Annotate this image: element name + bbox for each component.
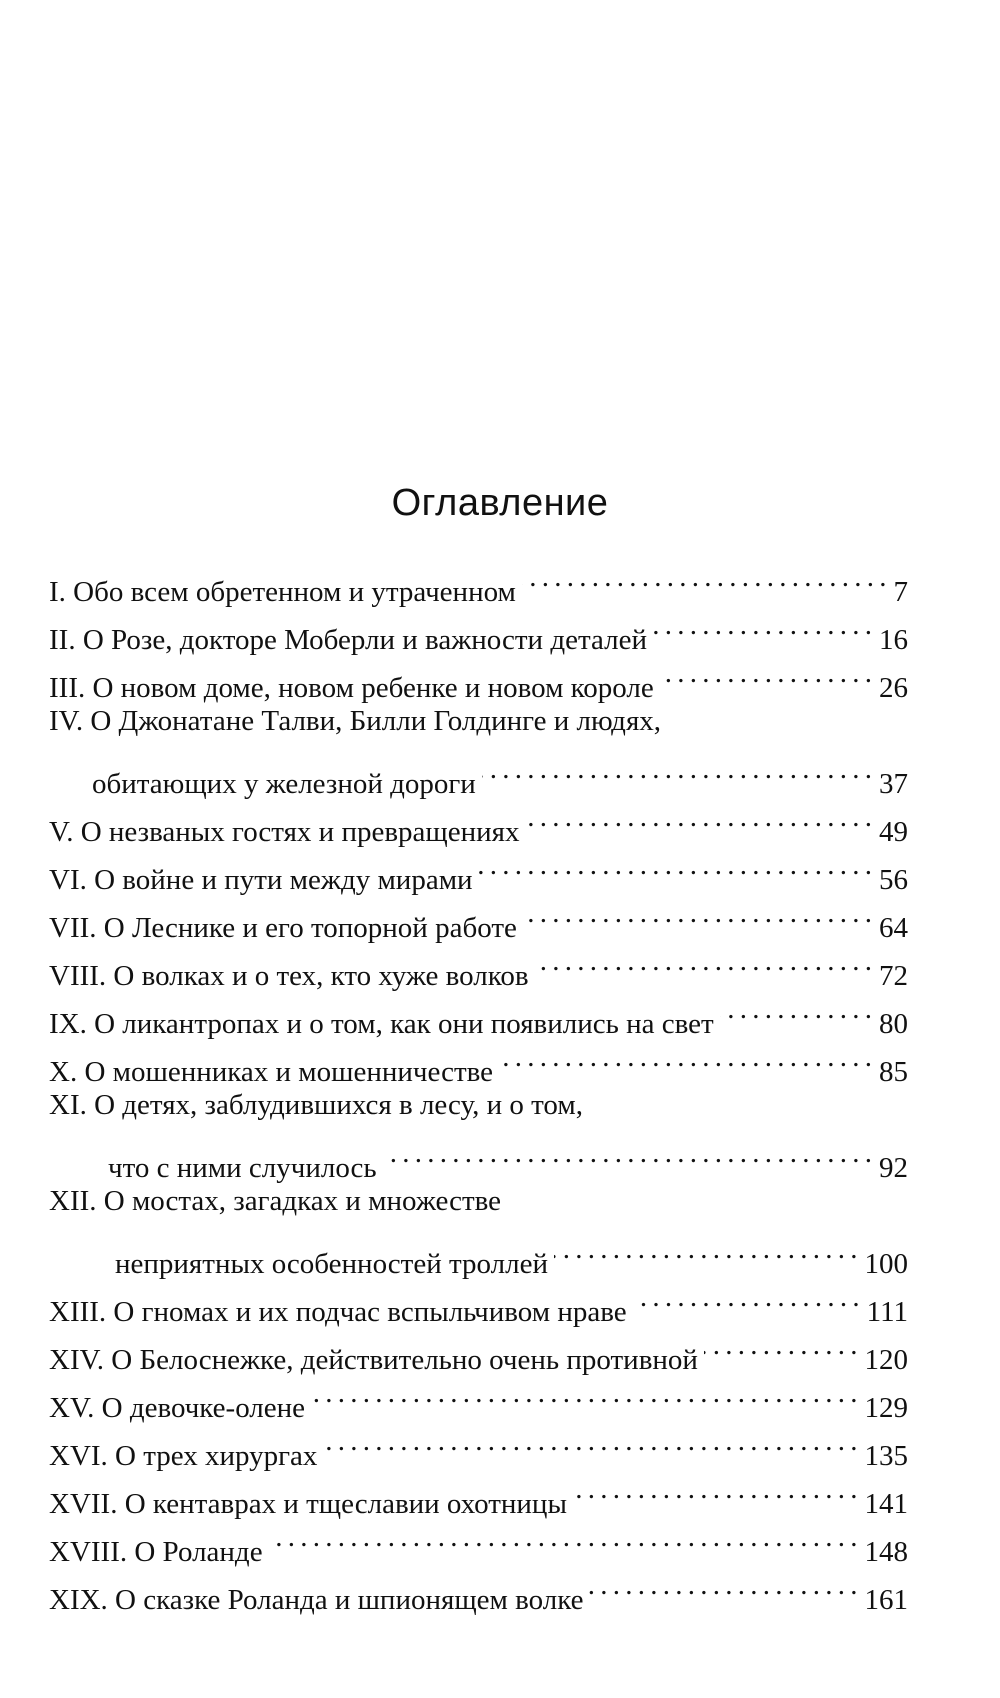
toc-entry — [49, 1177, 908, 1280]
dot-leader — [554, 1225, 857, 1273]
toc-page-number: 49 — [879, 816, 908, 848]
toc-title: Оглавление — [391, 482, 609, 524]
toc-entry-title: IV. О Джонатане Талви, Билли Голдинге и людях, — [49, 705, 662, 737]
toc-entry-title: XVII. О кентаврах и тщеславии охотницы — [49, 1488, 567, 1520]
toc-page-number: 111 — [866, 1296, 908, 1328]
toc-entry-title-continued: что с ними случилось — [108, 1152, 377, 1184]
toc-page-number: 161 — [864, 1584, 908, 1616]
toc-entry-title: XVIII. О Роланде — [49, 1536, 263, 1568]
toc-page-number: 7 — [893, 576, 908, 608]
dot-leader — [589, 1561, 856, 1609]
toc-entry-title: VIII. О волках и о тех, кто хуже волков — [49, 960, 529, 992]
toc-entry-title: XIV. О Белоснежке, действительно очень противной — [49, 1344, 698, 1376]
toc-entry — [49, 1081, 908, 1184]
toc-page-number: 129 — [864, 1392, 908, 1424]
toc-entry-title: I. Обо всем обретенном и утраченном — [49, 576, 516, 608]
dot-leader — [704, 1321, 857, 1369]
toc-entry-title: XIII. О гномах и их подчас вспыльчивом нраве — [49, 1296, 627, 1328]
toc-entry-title: XIX. О сказке Роланда и шпионящем волке — [49, 1584, 584, 1616]
toc-entry-title: X. О мошенниках и мошенничестве — [49, 1056, 494, 1088]
dot-leader — [535, 937, 871, 985]
dot-leader — [523, 889, 871, 937]
toc-page-number: 56 — [879, 864, 908, 896]
dot-leader — [653, 601, 871, 649]
toc-page-number: 26 — [879, 672, 908, 704]
dot-leader — [323, 1417, 856, 1465]
toc-entry-title: XI. О детях, заблудившихся в лесу, и о том, — [49, 1089, 583, 1121]
toc-page-number: 85 — [879, 1056, 908, 1088]
dot-leader — [383, 1129, 871, 1177]
toc-entry-title-continued: неприятных особенностей троллей — [115, 1248, 548, 1280]
toc-entry-title: XVI. О трех хирургах — [49, 1440, 318, 1472]
toc-entry — [49, 697, 908, 800]
dot-leader — [479, 841, 871, 889]
toc-page-number: 148 — [864, 1536, 908, 1568]
toc-entry-title-continued: обитающих у железной дороги — [92, 768, 476, 800]
toc-page-number: 80 — [879, 1008, 908, 1040]
toc-page-number: 72 — [879, 960, 908, 992]
toc-page-number: 16 — [879, 624, 908, 656]
toc-page-number: 64 — [879, 912, 908, 944]
toc-page-number: 37 — [879, 768, 908, 800]
dot-leader — [269, 1513, 857, 1561]
dot-leader — [720, 985, 871, 1033]
toc-entry-title: VI. О войне и пути между мирами — [49, 864, 473, 896]
toc-entry-title: III. О новом доме, новом ребенке и новом короле — [49, 672, 654, 704]
toc-entry-title: XV. О девочке-олене — [49, 1392, 306, 1424]
toc-page-number: 92 — [879, 1152, 908, 1184]
toc-entry-title: V. О незваных гостях и превращениях — [49, 816, 520, 848]
dot-leader — [482, 745, 871, 793]
toc-page-number: 120 — [864, 1344, 908, 1376]
dot-leader — [522, 553, 886, 601]
dot-leader — [311, 1369, 856, 1417]
toc-entry-title: XII. О мостах, загадках и множестве — [49, 1185, 502, 1217]
dot-leader — [573, 1465, 857, 1513]
toc-entry-title: VII. О Леснике и его топорной работе — [49, 912, 517, 944]
toc-entry-title: II. О Розе, докторе Моберли и важности деталей — [49, 624, 647, 656]
dot-leader — [633, 1273, 859, 1321]
dot-leader — [660, 649, 871, 697]
toc-entry — [49, 553, 908, 608]
toc-entry-title: IX. О ликантропах и о том, как они появились на свет — [49, 1008, 714, 1040]
toc-page-number: 100 — [864, 1248, 908, 1280]
dot-leader — [526, 793, 872, 841]
toc-page-number: 135 — [864, 1440, 908, 1472]
dot-leader — [499, 1033, 871, 1081]
toc-page-number: 141 — [864, 1488, 908, 1520]
toc-list — [49, 553, 908, 1616]
